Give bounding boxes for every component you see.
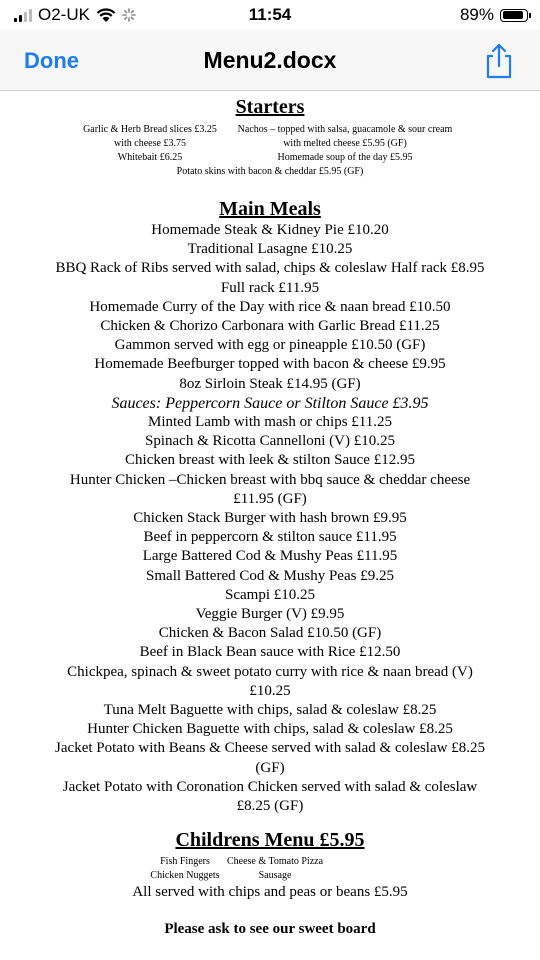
menu-item: 8oz Sirloin Steak £14.95 (GF) [179,375,361,392]
menu-item: Gammon served with egg or pineapple £10.50 (GF) [114,337,426,354]
menu-item: Large Battered Cod & Mushy Peas £11.95 [142,548,398,565]
menu-item: Homemade Curry of the Day with rice & naan bread £10.50 [89,298,451,315]
menu-item: Chicken Stack Burger with hash brown £9.95 [133,510,407,527]
menu-item: Hunter Chicken Baguette with chips, salad & coleslaw £8.25 [87,721,453,738]
menu-item: Whitebait £6.25 [117,152,183,163]
battery-percent: 89% [459,5,494,24]
nav-bar [0,30,540,91]
menu-item: Traditional Lasagne £10.25 [187,241,353,258]
status-bar [0,0,540,30]
carrier-label: O2-UK [38,5,90,24]
menu-item: Spinach & Ricotta Cannelloni (V) £10.25 [145,433,395,450]
menu-item: Chicken & Chorizo Carbonara with Garlic Bread £11.25 [100,318,440,335]
footer-note: Please ask to see our sweet board [164,920,376,937]
menu-item: Hunter Chicken –Chicken breast with bbq sauce & cheddar cheese [69,471,471,488]
childrens-note: All served with chips and peas or beans £5.95 [132,884,408,901]
menu-item: with cheese £3.75 [114,138,186,149]
menu-item: (GF) [255,759,285,776]
main-meals-list-2 [0,413,540,816]
childrens-menu-heading: Childrens Menu £5.95 [175,829,365,852]
document-title: Menu2.docx [203,47,337,73]
menu-item: £8.25 (GF) [236,798,304,815]
menu-item: BBQ Rack of Ribs served with salad, chips & coleslaw Half rack £8.95 [55,260,485,277]
menu-item: Fish Fingers [160,856,210,868]
menu-item: Small Battered Cod & Mushy Peas £9.25 [146,567,394,584]
menu-item: Full rack £11.95 [220,279,320,296]
menu-item: Tuna Melt Baguette with chips, salad & coleslaw £8.25 [103,702,437,719]
menu-item: £10.25 [249,682,291,699]
menu-item: Garlic & Herb Bread slices £3.25 [83,124,217,135]
menu-item: Chicken & Bacon Salad £10.50 (GF) [158,625,382,642]
menu-item: Cheese & Tomato Pizza [226,856,324,868]
menu-item: Nachos – topped with salsa, guacamole & sour cream [237,124,453,135]
starters-heading: Starters [235,96,305,118]
menu-item: Scampi £10.25 [225,586,315,603]
menu-item: Beef in Black Bean sauce with Rice £12.50 [139,644,401,661]
menu-item: Jacket Potato with Coronation Chicken served with salad & coleslaw [62,778,478,795]
menu-item: Sausage [258,870,292,882]
battery-icon [500,9,528,22]
done-button[interactable]: Done [24,48,79,73]
menu-item: Chickpea, spinach & sweet potato curry with rice & naan bread (V) [67,663,473,680]
clock: 11:54 [248,5,292,24]
childrens-block [0,855,540,883]
menu-item: Potato skins with bacon & cheddar £5.95 (GF) [176,166,364,177]
menu-item: Homemade soup of the day £5.95 [277,152,413,163]
menu-item: Chicken breast with leek & stilton Sauce £12.95 [125,452,415,469]
menu-item: Veggie Burger (V) £9.95 [195,606,345,623]
document-content [0,91,540,938]
menu-item: with melted cheese £5.95 (GF) [283,138,407,149]
menu-item: Beef in peppercorn & stilton sauce £11.95 [143,529,397,546]
menu-item: Homemade Beefburger topped with bacon & cheese £9.95 [94,356,446,373]
menu-item: Chicken Nuggets [150,870,220,882]
main-meals-list [0,221,540,394]
sauces-line: Sauces: Peppercorn Sauce or Stilton Sauce £3.95 [111,394,429,412]
menu-item: Jacket Potato with Beans & Cheese served with salad & coleslaw £8.25 [55,740,485,757]
menu-item: Homemade Steak & Kidney Pie £10.20 [151,222,389,238]
status-right [460,5,528,25]
main-meals-heading: Main Meals [219,198,321,220]
menu-item: Minted Lamb with mash or chips £11.25 [148,414,392,431]
share-icon[interactable] [482,42,516,80]
starters-block [0,123,540,179]
menu-item: £11.95 (GF) [233,490,307,507]
